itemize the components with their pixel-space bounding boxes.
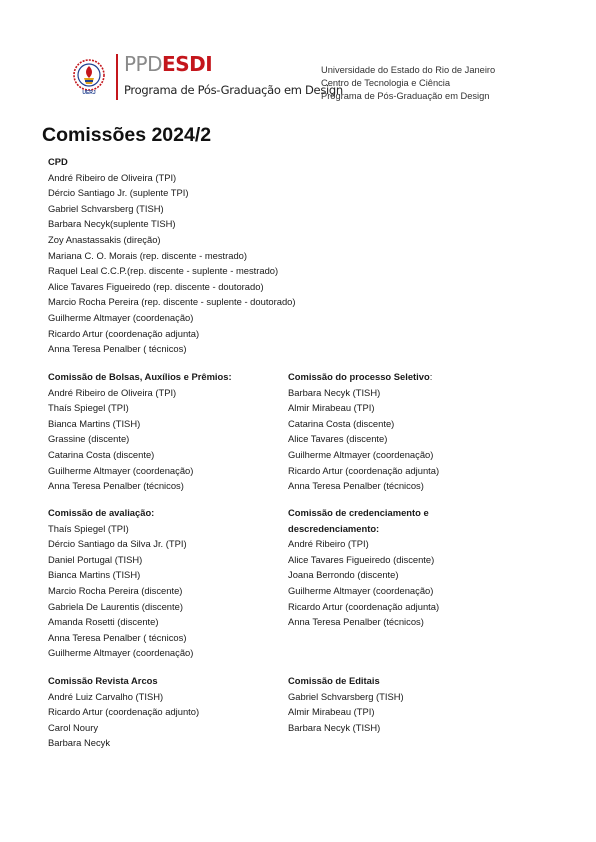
list-item: Ricardo Artur (coordenação adjunta) (288, 600, 440, 612)
list-item: Catarina Costa (discente) (48, 448, 155, 460)
institution-block (321, 64, 495, 103)
list-item: Ricardo Artur (coordenação adjunta) (288, 464, 440, 476)
list-item: Guilherme Altmayer (coordenação) (288, 584, 434, 596)
list-item: Ricardo Artur (coordenação adjunto) (48, 706, 200, 718)
list-item: Alice Tavares Figueiredo (discente) (288, 553, 435, 565)
list-item: André Luiz Carvalho (TISH) (48, 690, 164, 702)
section-title: Comissão Revista Arcos (48, 675, 158, 686)
section-editais (288, 673, 404, 735)
section-title: Comissão de avaliação: (48, 507, 155, 518)
section-title-row (288, 369, 439, 385)
ppdesdi-logo (124, 52, 212, 76)
list-item: Gabriela De Laurentis (discente) (48, 600, 183, 612)
list-item: Joana Berrondo (discente) (288, 569, 399, 581)
list-item: Bianca Martins (TISH) (48, 569, 141, 581)
list-item: André Ribeiro de Oliveira (TPI) (48, 386, 177, 398)
list-item: Almir Mirabeau (TPI) (288, 706, 375, 718)
section-credenciamento (288, 505, 439, 630)
section-avaliacao (48, 505, 193, 661)
list-item: Mariana C. O. Morais (rep. discente - mestrado) (48, 249, 248, 261)
section-title: Comissão de Bolsas, Auxílios e Prêmios: (48, 371, 232, 382)
list-item: Gabriel Schvarsberg (TISH) (288, 690, 404, 702)
list-item: Marcio Rocha Pereira (rep. discente - suplente - doutorado) (48, 296, 296, 308)
list-item: Marcio Rocha Pereira (discente) (48, 584, 183, 596)
list-item: Raquel Leal C.C.P.(rep. discente - suplente - mestrado) (48, 265, 279, 277)
section-cpd (48, 154, 296, 357)
list-item: Almir Mirabeau (TPI) (288, 402, 375, 414)
page-title: Comissões 2024/2 (42, 124, 212, 146)
institution-line: Universidade do Estado do Rio de Janeiro (321, 65, 496, 75)
section-seletivo (288, 369, 439, 494)
list-item: Anna Teresa Penalber (técnicos) (48, 480, 184, 492)
list-item: Thaís Spiegel (TPI) (48, 402, 129, 414)
institution-line: Programa de Pós-Graduação em Design (321, 91, 490, 101)
list-item: Barbara Necyk (TISH) (288, 386, 381, 398)
list-item: Anna Teresa Penalber (técnicos) (288, 480, 424, 492)
list-item: Barbara Necyk (TISH) (288, 721, 381, 733)
logo-subtitle: Programa de Pós-Graduação em Design (124, 83, 343, 97)
list-item: Ricardo Artur (coordenação adjunta) (48, 327, 200, 339)
list-item: Anna Teresa Penalber (técnicos) (288, 616, 424, 628)
section-title: Comissão de Editais (288, 675, 380, 686)
list-item: Dércio Santiago da Silva Jr. (TPI) (48, 538, 187, 550)
list-item: Grassine (discente) (48, 433, 130, 445)
list-item: Alice Tavares (discente) (288, 433, 388, 445)
section-bolsas (48, 369, 232, 494)
list-item: Anna Teresa Penalber ( técnicos) (48, 343, 187, 355)
section-arcos (48, 673, 199, 751)
seal-label: UERJ (82, 90, 96, 96)
logo-esdi: ESDI (162, 52, 213, 76)
list-item: Gabriel Schvarsberg (TISH) (48, 202, 164, 214)
list-item: Anna Teresa Penalber ( técnicos) (48, 631, 187, 643)
list-item: Guilherme Altmayer (coordenação) (48, 464, 194, 476)
institution-line: Centro de Tecnologia e Ciência (321, 78, 451, 88)
list-item: Barbara Necyk (48, 737, 111, 749)
list-item: André Ribeiro de Oliveira (TPI) (48, 171, 177, 183)
list-item: Zoy Anastassakis (direção) (48, 233, 161, 245)
logo-ppd: PPD (124, 52, 163, 76)
list-item: Barbara Necyk(suplente TISH) (48, 218, 176, 230)
list-item: Thaís Spiegel (TPI) (48, 522, 129, 534)
section-title: descredenciamento: (288, 522, 380, 534)
list-item: Amanda Rosetti (discente) (48, 616, 159, 628)
section-title: Comissão de credenciamento e (288, 507, 429, 518)
page-header (72, 54, 532, 104)
list-item: Catarina Costa (discente) (288, 417, 395, 429)
section-title: Comissão do processo Seletivo (288, 371, 430, 382)
list-item: Alice Tavares Figueiredo (rep. discente - doutorado) (48, 280, 264, 292)
section-title-suffix: : (429, 371, 433, 382)
list-item: Bianca Martins (TISH) (48, 417, 141, 429)
list-item: Daniel Portugal (TISH) (48, 553, 143, 565)
list-item: Guilherme Altmayer (coordenação) (48, 647, 194, 659)
list-item: Guilherme Altmayer (coordenação) (288, 448, 434, 460)
list-item: André Ribeiro (TPI) (288, 538, 369, 550)
list-item: Carol Noury (48, 721, 99, 733)
list-item: Dércio Santiago Jr. (suplente TPI) (48, 187, 189, 199)
logo-divider (116, 54, 118, 100)
uerj-seal-icon (72, 58, 106, 96)
section-title: CPD (48, 156, 68, 167)
list-item: Guilherme Altmayer (coordenação) (48, 311, 194, 323)
